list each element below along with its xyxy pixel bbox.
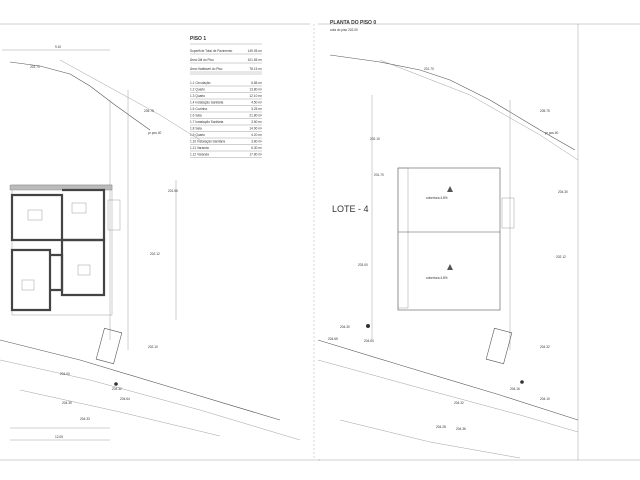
level-h: 204.33 <box>80 417 90 421</box>
level-marker-right <box>366 324 370 328</box>
table-summary <box>190 49 262 72</box>
level-m-right: 204.28 <box>436 425 446 429</box>
area-row-label: 1.10 Instalação Sanitária <box>190 139 226 144</box>
area-row-value: 4.50 m² <box>251 100 262 105</box>
area-row-value: 6.30 m² <box>251 146 262 150</box>
road-edge-right-3 <box>340 420 520 458</box>
area-row-value: 12.10 m² <box>249 94 262 98</box>
summary-row-value: 149.05 m² <box>247 49 262 53</box>
slope-arrow-icon-2 <box>447 264 453 270</box>
slope-arrow-icon <box>447 186 453 192</box>
area-row-label: 1.3 Quarto <box>190 94 206 98</box>
bed-1 <box>28 210 42 220</box>
area-row-label: 1.11 Varanda <box>190 146 209 150</box>
level-top: 201.70 <box>30 65 40 69</box>
road-edge-right-2 <box>318 360 578 432</box>
level-top-right: 201.70 <box>424 67 434 71</box>
level-f-right: 204.32 <box>540 345 550 349</box>
street-edge <box>60 60 200 140</box>
roof-gutter <box>398 168 408 308</box>
summary-row-label: Área Habitável do Piso <box>190 67 223 71</box>
roof-bottom-label: cobertura 4.8% <box>426 276 448 280</box>
parking-slot-2 <box>96 328 122 364</box>
area-row-value: 13.80 m² <box>249 87 262 92</box>
road-edge-right-1 <box>318 340 578 420</box>
roof-top-label: cobertura 4.8% <box>426 196 448 200</box>
level-b-right: 201.70 <box>374 173 384 177</box>
area-row-label: 1.8 Sala <box>190 126 202 131</box>
level-marker-dot <box>114 382 118 386</box>
area-row-value: 3.50 m² <box>251 120 262 124</box>
pr-pos-right: pr pos 40 <box>545 131 559 135</box>
area-row-label: 1.6 Sala <box>190 113 202 118</box>
summary-row-value: 78.15 m² <box>249 67 262 71</box>
area-row-value: 4.20 m² <box>251 133 262 137</box>
level-a-right: 202.10 <box>370 137 380 141</box>
road-edge-1 <box>0 340 280 420</box>
level-h-right: 204.64 <box>364 339 374 343</box>
boundary-line-right <box>330 55 575 150</box>
area-row-label: 1.2 Quarto <box>190 87 206 92</box>
level-i-right: 204.30 <box>340 325 350 329</box>
pr-pos-label: pr pos 40 <box>148 131 162 135</box>
level-c: 202.10 <box>148 345 158 349</box>
area-row-label: 1.9 Quarto <box>190 133 206 137</box>
level-f: 204.30 <box>62 401 72 405</box>
room-1-2 <box>12 195 62 240</box>
plan-subtitle: cota do piso 202.00 <box>330 28 358 32</box>
level-right: 205.75 <box>144 109 154 113</box>
area-row-label: 1.5 Cozinha <box>190 107 208 111</box>
area-row-label: 1.4 Instalação Sanitária <box>190 100 224 105</box>
area-row-label: 1.1 Circulação <box>190 81 211 85</box>
table <box>22 280 34 290</box>
area-row-value: 6.85 m² <box>251 81 262 85</box>
level-l-right: 204.32 <box>454 401 464 405</box>
level-e: 204.32 <box>112 387 122 391</box>
area-row-label: 1.7 Instalação Sanitária <box>190 120 224 124</box>
level-b: 202.12 <box>150 252 160 256</box>
dimension-top-label: 9.10 <box>55 45 62 49</box>
level-c-right: 202.12 <box>556 255 566 259</box>
area-row-value: 3.80 m² <box>251 139 262 144</box>
area-row-value: 17.80 m² <box>249 152 262 157</box>
level-d-right: 203.00 <box>358 263 368 267</box>
lot-label: LOTE - 4 <box>332 204 369 214</box>
plan-title: PLANTA DO PISO 0 <box>330 20 377 26</box>
level-mid: 201.56 <box>168 189 178 193</box>
table-rows <box>190 81 262 158</box>
room-1-6 <box>62 240 104 295</box>
boundary-line <box>10 62 150 130</box>
dimension-bottom-label: 12.05 <box>55 435 63 439</box>
level-right-right: 205.75 <box>540 109 550 113</box>
level-g: 204.64 <box>120 397 130 401</box>
bed-3 <box>78 265 90 275</box>
bed-2 <box>72 203 86 213</box>
parking-slot-right-1 <box>502 198 514 228</box>
area-row-value: 3.25 m² <box>251 107 262 111</box>
bathroom <box>50 255 62 290</box>
parking-slot-right-2 <box>486 328 512 364</box>
level-k-right: 204.10 <box>540 397 550 401</box>
summary-row-label: Área Útil do Piso <box>190 58 214 62</box>
table-title: PISO 1 <box>190 36 207 42</box>
area-row-label: 1.12 Varanda <box>190 152 209 157</box>
level-g-right: 204.65 <box>328 337 338 341</box>
summary-row-label: Superfície Total de Pavimento <box>190 49 233 53</box>
summary-row-value: 101.55 m² <box>247 58 262 62</box>
area-row-value: 14.90 m² <box>249 126 262 131</box>
level-n-right: 204.36 <box>456 427 466 431</box>
level-e-right: 204.30 <box>558 190 568 194</box>
area-row-value: 21.80 m² <box>249 113 262 118</box>
right-plan <box>318 20 578 458</box>
level-marker-right-2 <box>520 380 524 384</box>
level-j-right: 204.16 <box>510 387 520 391</box>
area-table <box>190 36 262 158</box>
level-d: 204.00 <box>60 372 70 376</box>
room-1-3 <box>62 190 104 240</box>
